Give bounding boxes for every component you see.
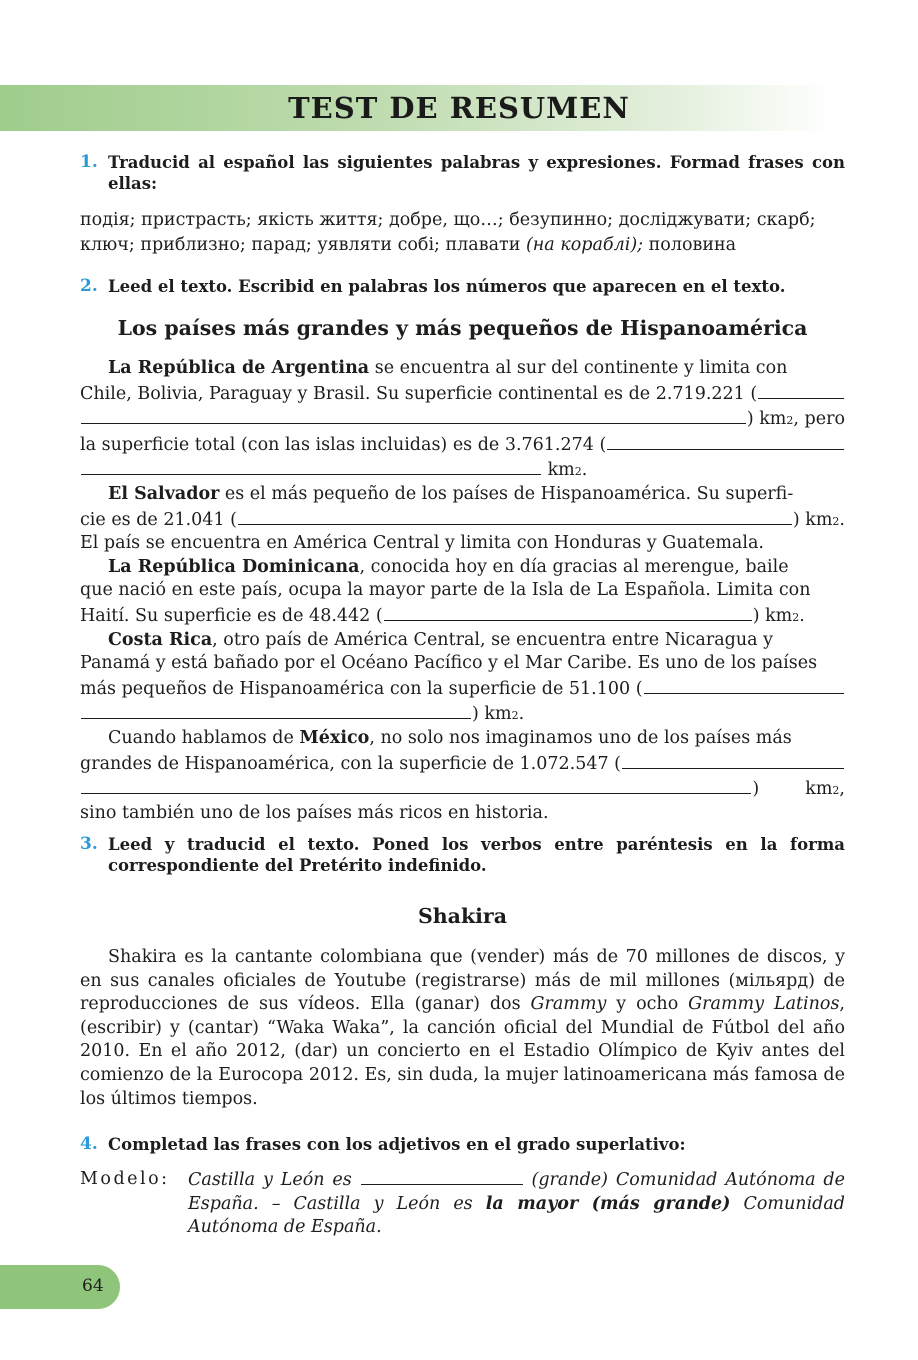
text-line <box>80 532 845 556</box>
text-span: ) km <box>792 509 833 530</box>
task-number: 1. <box>80 152 98 172</box>
task-number: 2. <box>80 276 98 296</box>
text-line <box>80 802 845 826</box>
text-span: El país se encuentra en América Central y limita con Honduras y Guatemala. <box>80 533 764 554</box>
vocabulary-list <box>80 208 845 258</box>
text-span: ) km <box>472 704 512 725</box>
vocabulary-text: половина <box>643 235 737 255</box>
model-example <box>80 1168 845 1240</box>
text-span: , (escribir) y (cantar) “Waka Waka”, la canción oficial del Mundial de Fútbol del año 2010. En el año 2012, (dar) un concierto en el Estadio Olímpico de Kyiv antes del comienzo de la Eurocopa 2012. Es, sin duda, la mujer latinoamericana más famosa de los últimos tiempos. <box>80 994 845 1109</box>
text-italic: Grammy Latinos <box>688 994 840 1015</box>
answer-blank[interactable] <box>607 432 844 450</box>
country-name: La República de Argentina <box>108 358 370 378</box>
text-span: Panamá y está bañado por el Océano Pacífico y el Mar Caribe. Es uno de los países <box>80 653 818 674</box>
text-span: Cuando hablamos de <box>108 727 300 748</box>
text-italic: Grammy <box>530 994 607 1015</box>
text-span: sino también uno de los países más ricos en historia. <box>80 802 549 823</box>
answer-blank[interactable] <box>81 406 746 424</box>
task-instruction: Leed y traducid el texto. Poned los verbos entre paréntesis en la forma correspondiente del Pretérito indefinido. <box>108 835 845 875</box>
text-line: ) km 2 . <box>80 701 845 727</box>
text-span: que nació en este país, ocupa la mayor parte de la Isla de La Española. Limita con <box>80 580 811 601</box>
model-body <box>188 1168 845 1240</box>
text-span: la superficie total (con las islas incluidas) es de 3.761.274 ( <box>80 434 607 455</box>
reading-title: Shakira <box>417 904 508 928</box>
text-line <box>80 357 845 381</box>
page-title: TEST DE RESUMEN <box>288 91 630 125</box>
text-line <box>80 727 845 751</box>
vocabulary-text: подія; пристрасть; якість життя; добре, що…; безупинно; досліджувати; скарб; <box>80 210 816 230</box>
reading-title: Los países más grandes y más pequeños de Hispanoamérica <box>117 316 808 340</box>
text-span: , no solo nos imaginamos uno de los países más <box>369 727 792 748</box>
task-2 <box>80 276 845 297</box>
text-span: ) km <box>746 409 787 430</box>
text-span: . <box>581 460 588 481</box>
text-line: Haití. Su superficie es de 48.442 ( ) km 2 . <box>80 603 845 629</box>
text-line: ) km 2 , pero <box>80 406 845 432</box>
answer-blank[interactable] <box>238 507 792 525</box>
text-span: , <box>839 779 845 800</box>
text-line <box>80 676 845 702</box>
text-span: más pequeños de Hispanoamérica con la superficie de 51.100 ( <box>80 678 643 699</box>
task-instruction: Leed el texto. Escribid en palabras los números que aparecen en el texto. <box>108 277 786 296</box>
text-span: Shakira es la cantante colombiana que (vender) más de 70 millones de discos, y en sus canales oficiales de Youtube (registrarse) más de mil millones (мільярд) de reproducciones de sus vídeos. Ella (ganar) dos <box>80 947 845 1015</box>
text-line <box>80 381 845 407</box>
text-span: se encuentra al sur del continente y limita con <box>369 358 788 378</box>
task-number: 3. <box>80 834 98 854</box>
text-span: es el más pequeño de los países de Hispanoamérica. Su superfi- <box>219 483 794 504</box>
answer-blank[interactable] <box>644 676 844 694</box>
model-label: Modelo: <box>80 1169 170 1189</box>
text-line <box>80 579 845 603</box>
text-span: y ocho <box>606 994 689 1015</box>
answer-blank[interactable] <box>622 751 844 769</box>
text-span: km <box>542 460 575 481</box>
text-span: Comunidad Autónoma de España. <box>188 1193 846 1237</box>
text-line <box>80 652 845 676</box>
task-instruction: Completad las frases con los adjetivos en el grado superlativo: <box>108 1135 686 1154</box>
task-4 <box>80 1134 845 1155</box>
vocabulary-italic: (на кораблі); <box>525 235 644 255</box>
answer-blank[interactable] <box>81 457 541 475</box>
country-name: México <box>299 727 370 748</box>
text-line <box>80 556 845 580</box>
text-span: , pero <box>793 409 845 430</box>
country-name: Costa Rica <box>108 629 213 650</box>
task-instruction: Traducid al español las siguientes palabras y expresiones. Formad frases con ellas: <box>108 153 845 193</box>
text-span: Castilla y León es <box>188 1170 360 1190</box>
vocabulary-text: ключ; приблизно; парад; уявляти собі; плавати <box>80 235 526 255</box>
task-3 <box>80 834 845 876</box>
text-line <box>80 751 845 777</box>
text-span: . <box>799 605 805 626</box>
text-span: , conocida hoy en día gracias al merengue, baile <box>359 556 789 577</box>
text-span: ) km <box>752 605 793 626</box>
text-span: ) <box>752 779 760 800</box>
text-span: Chile, Bolivia, Paraguay y Brasil. Su superficie continental es de 2.719.221 ( <box>80 383 758 404</box>
answer-blank[interactable] <box>361 1168 523 1185</box>
text-span: km <box>805 779 833 800</box>
text-span: . <box>518 704 525 725</box>
text-span: Haití. Su superficie es de 48.442 ( <box>80 605 383 626</box>
text-span: grandes de Hispanoamérica, con la superficie de 1.072.547 ( <box>80 753 621 774</box>
text-span: . <box>839 509 845 530</box>
paragraph <box>80 946 845 1111</box>
vocabulary-line <box>80 233 845 258</box>
vocabulary-line <box>80 208 845 233</box>
text-bold: la mayor (más grande) <box>485 1193 731 1214</box>
task-number: 4. <box>80 1134 98 1154</box>
text-line: km 2 . <box>80 457 845 483</box>
answer-blank[interactable] <box>81 701 471 719</box>
answer-blank[interactable] <box>81 776 751 794</box>
text-line <box>80 483 845 507</box>
answer-blank[interactable] <box>384 603 752 621</box>
text-line <box>80 432 845 458</box>
task-1 <box>80 152 845 194</box>
country-name: La República Dominicana <box>108 556 360 577</box>
shakira-text <box>80 946 845 1111</box>
page-number: 64 <box>82 1276 104 1296</box>
text-line <box>80 629 845 653</box>
text-span: cie es de 21.041 ( <box>80 509 237 530</box>
text-span: (grande) Comunidad Autónoma de España. – Castilla y León es <box>188 1170 845 1214</box>
country-name: El Salvador <box>108 483 220 504</box>
text-span: , otro país de América Central, se encuentra entre Nicaragua y <box>212 629 773 650</box>
answer-blank[interactable] <box>758 381 844 399</box>
text-line: cie es de 21.041 ( ) km 2 . <box>80 507 845 533</box>
text-line: ) km 2 , <box>80 776 845 802</box>
reading-text <box>80 357 845 825</box>
